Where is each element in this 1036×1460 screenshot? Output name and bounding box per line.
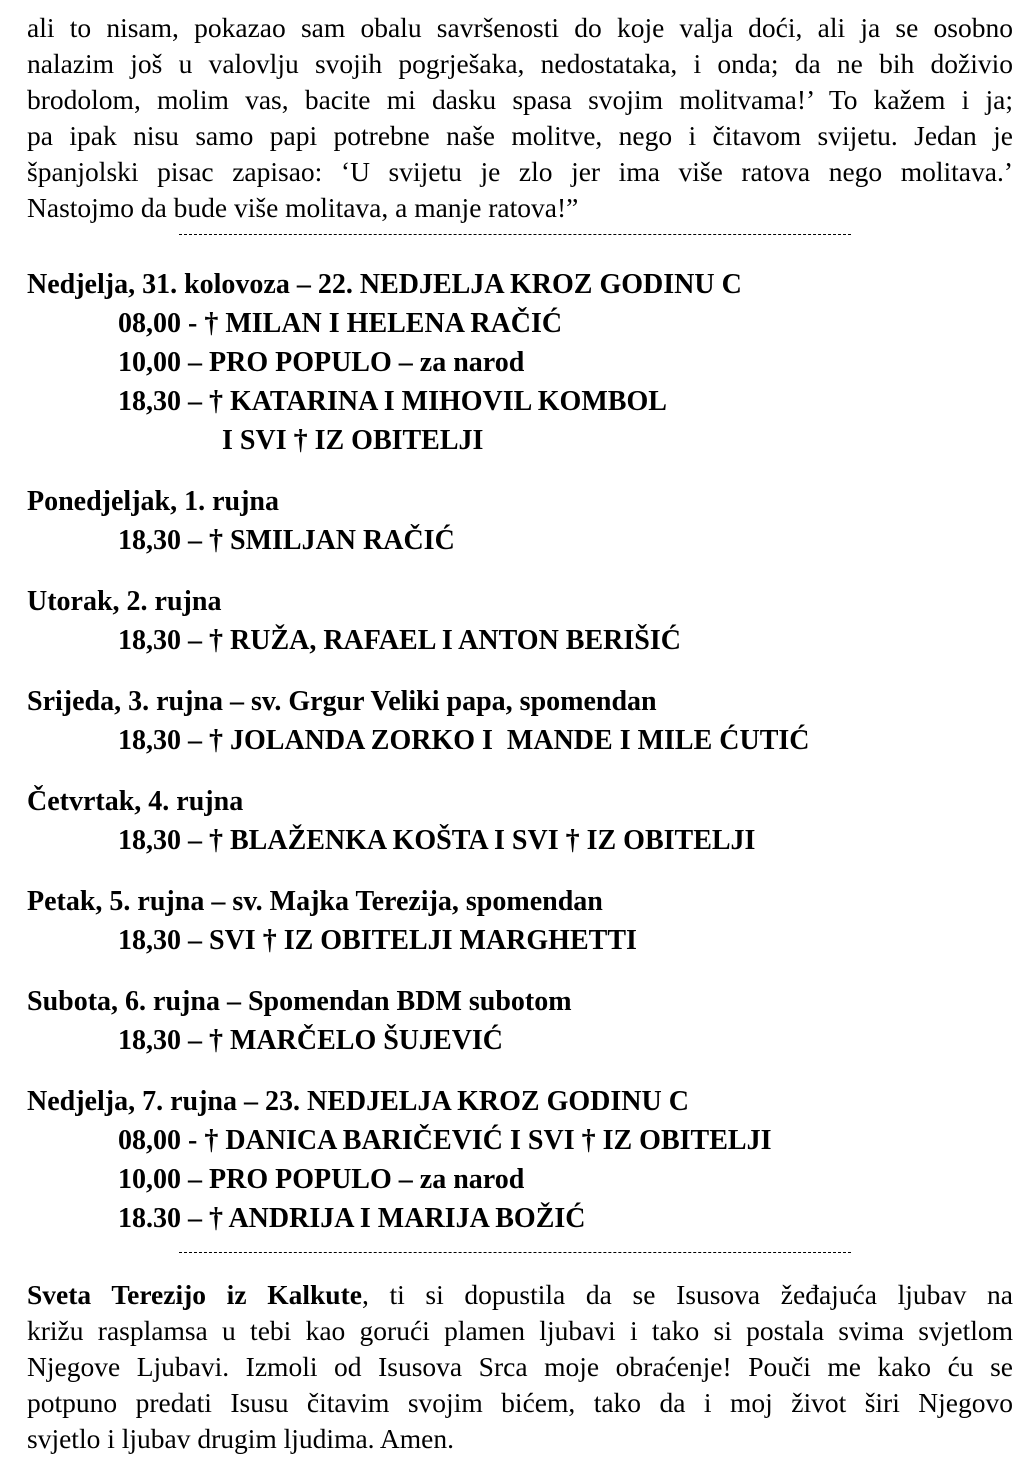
- mass-entry: [27, 382, 1013, 460]
- day-title: Srijeda, 3. rujna – sv. Grgur Veliki papa, spomendan: [27, 686, 657, 717]
- mass-entry: 18,30 – † MARČELO ŠUJEVIĆ: [118, 1025, 504, 1056]
- mass-schedule: [27, 265, 1013, 1238]
- mass-entry: 18,30 – † JOLANDA ZORKO I MANDE I MILE ĆUTIĆ: [118, 725, 810, 756]
- prayer-line: potpuno predati Isusu čitavim svojim bićem, tako da i moj život širi Njegovo: [27, 1387, 1013, 1418]
- schedule-day: [27, 682, 1013, 760]
- mass-entry: 08,00 - † DANICA BARIČEVIĆ I SVI † IZ OBITELJI: [118, 1125, 772, 1156]
- day-title: Utorak, 2. rujna: [27, 586, 222, 617]
- schedule-day: [27, 265, 1013, 460]
- mass-entry: 10,00 – PRO POPULO – za narod: [118, 1164, 525, 1195]
- intro-line: pa ipak nisu samo papi potrebne naše molitve, nego i čitavom svijetu. Jedan je: [27, 120, 1013, 151]
- section-divider: [179, 234, 851, 235]
- schedule-day: [27, 482, 1013, 560]
- intro-line: Nastojmo da bude više molitava, a manje ratova!”: [27, 192, 579, 223]
- schedule-day: [27, 582, 1013, 660]
- day-title: Ponedjeljak, 1. rujna: [27, 486, 279, 517]
- section-divider: [179, 1252, 851, 1253]
- intro-line: ali to nisam, pokazao sam obalu savršenosti do koje valja doći, ali ja se osobno: [27, 12, 1013, 43]
- mass-entry-continuation: I SVI † IZ OBITELJI: [222, 425, 484, 456]
- day-title: Četvrtak, 4. rujna: [27, 786, 244, 817]
- prayer-paragraph: [27, 1277, 1013, 1457]
- mass-entry: 18,30 – † RUŽA, RAFAEL I ANTON BERIŠIĆ: [118, 625, 681, 656]
- day-title: Nedjelja, 31. kolovoza – 22. NEDJELJA KROZ GODINU C: [27, 269, 742, 300]
- prayer-title: Sveta Terezijo iz Kalkute: [27, 1279, 362, 1310]
- mass-entry-text: 18,30 – † KATARINA I MIHOVIL KOMBOL: [118, 386, 667, 417]
- day-title: Nedjelja, 7. rujna – 23. NEDJELJA KROZ GODINU C: [27, 1086, 689, 1117]
- mass-entry: 18,30 – † BLAŽENKA KOŠTA I SVI † IZ OBITELJI: [118, 825, 756, 856]
- day-title: Subota, 6. rujna – Spomendan BDM subotom: [27, 986, 572, 1017]
- prayer-line: [27, 1277, 1013, 1313]
- prayer-text: , ti si dopustila da se Isusova žeđajuća ljubav na: [361, 1279, 1013, 1310]
- mass-entry: 18,30 – † SMILJAN RAČIĆ: [118, 525, 455, 556]
- schedule-day: [27, 882, 1013, 960]
- intro-line: španjolski pisac zapisao: ‘U svijetu je zlo jer ima više ratova nego molitava.’: [27, 156, 1013, 187]
- intro-paragraph: [27, 10, 1013, 226]
- bulletin-page: [27, 10, 1013, 1457]
- intro-line: nalazim još u valovlju svojih pogrješaka, nedostataka, i onda; da ne bih doživio: [27, 48, 1013, 79]
- day-title: Petak, 5. rujna – sv. Majka Terezija, spomendan: [27, 886, 603, 917]
- prayer-line: križu rasplamsa u tebi kao gorući plamen ljubavi i tako si postala svima svjetlom: [27, 1315, 1013, 1346]
- prayer-line: Njegove Ljubavi. Izmoli od Isusova Srca moje obraćenje! Pouči me kako ću se: [27, 1351, 1013, 1382]
- prayer-line: svjetlo i ljubav drugim ljudima. Amen.: [27, 1423, 454, 1454]
- mass-entry: 08,00 - † MILAN I HELENA RAČIĆ: [118, 308, 563, 339]
- mass-entry: 18,30 – SVI † IZ OBITELJI MARGHETTI: [118, 925, 637, 956]
- schedule-day: [27, 782, 1013, 860]
- schedule-day: [27, 1082, 1013, 1238]
- schedule-day: [27, 982, 1013, 1060]
- intro-line: brodolom, molim vas, bacite mi dasku spasa svojim molitvama!’ To kažem i ja;: [27, 84, 1013, 115]
- mass-entry: 10,00 – PRO POPULO – za narod: [118, 347, 525, 378]
- mass-entry: 18.30 – † ANDRIJA I MARIJA BOŽIĆ: [118, 1203, 586, 1234]
